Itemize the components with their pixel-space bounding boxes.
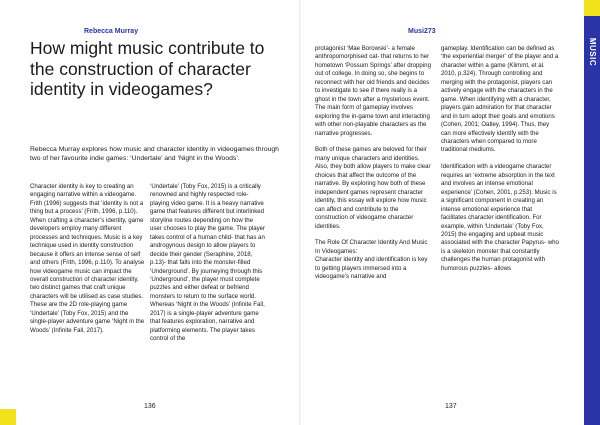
body-paragraph: Identification with a videogame character requires an ‘extreme absorption in the text and involves an intense emotional experience’ (Cohen, 2001, p.253). Music is a significant component in creating an intense emotional experience that facilitates character identification. For example, within ‘Undertale’ (Toby Fox, 2015) the engaging and upbeat music associated with the character Papyrus- who is a skeleton monster that constantly challenges the human protagonist with humorous puzzles- allows xyxy=(441,163,559,272)
body-column-2 xyxy=(150,183,266,344)
body-paragraph: ‘Undertale’ (Toby Fox, 2015) is a critically renowned and highly respected role-playing video game. It is a heavy narrative game that features different but interlinked storyline routes depending on how the user chooses to play the game. The player takes control of a human child- that has an androgynous design to allow players to decide their gender (Seraphine, 2018, p.13)- that falls into the monster-filled ‘Underground’. By journeying through this ‘Underground’, the player must complete puzzles and either defeat or befriend monsters to return to the surface world. Whereas ‘Night in the Woods’ (Infinite Fall, 2017) is a single-player adventure game that features exploration, narrative and platforming elements. The player takes control of the xyxy=(150,183,266,343)
author-name: Rebecca Murray xyxy=(84,28,139,35)
body-column-1 xyxy=(30,183,146,335)
yellow-corner-block-left xyxy=(0,409,16,425)
body-column-3 xyxy=(315,45,431,282)
article-standfirst: Rebecca Murray explores how music and character identity in videogames through two of her favourite indie games: ‘Undertale’ and ‘Night in the Woods’. xyxy=(30,146,279,162)
body-paragraph: Both of these games are beloved for their many unique characters and identities. Also, they both allow players to make clear choices that affect the outcome of the narrative. By exploring how both of these independent games represent character identity, this essay will explore how music can affect and contribute to the construction of videogame character identities. xyxy=(315,146,431,230)
body-paragraph: protagonist ‘Mae Borowski’- a female anthropomorphised cat- that returns to her hometown ‘Possum Springs’ after dropping out of college. In doing so, she begins to reconnect with her old friends and decides to investigate to see if there really is a ghost in the town after a mysterious event. The main form of gameplay involves exploring the in-game town and interacting with other non-playable characters as the narrative progresses. xyxy=(315,45,431,137)
body-paragraph: Character identity is key to creating an engaging narrative within a videogame. Frith (1996) suggests that ‘identity is not a thing but a process’ (Frith, 1996, p.110). When crafting a character’s identity, game developers employ many different processes and techniques. Music is a key technique used in identity construction because it offers an intense sense of self and others (Frith, 1996, p.110). To analyse how videogame music can impact the overall construction of character identity, two distinct games that craft unique characters will be utilised as case studies. These are the 2D role-playing game ‘Undertale’ (Toby Fox, 2015) and the single-player adventure game ‘Night in the Woods’ (Infinite Fall, 2017). xyxy=(30,183,145,334)
section-side-tab xyxy=(584,16,600,425)
page-number-right: 137 xyxy=(445,403,457,410)
section-tab-label: MUSIC xyxy=(588,37,597,67)
page-gutter xyxy=(299,0,301,425)
body-column-4 xyxy=(441,45,559,273)
yellow-corner-block-right xyxy=(584,0,600,16)
course-code: Musi273 xyxy=(408,28,436,35)
body-paragraph: gameplay. Identification can be defined as ‘the experiential merger’ of the player and a character within a game (Klimmt, et al. 2010, p.324). Through controlling and merging with the protagonist, players can actively engage with the characters in the game. When identifying with a character, players gain admiration for that character and in turn adopt their goals and emotions (Cohen, 2001; Oatley, 1994). Thus, they can more effectively identify with the characters when compared to more traditional mediums. xyxy=(441,45,559,154)
section-heading-paragraph: The Role Of Character Identity And Music In Videogames: Character identity and identification is key to getting players immersed into a videogame’s narrative and xyxy=(315,239,428,281)
page-number-left: 136 xyxy=(144,403,156,410)
article-headline: How might music contribute to the construction of character identity in videogames? xyxy=(30,38,265,99)
